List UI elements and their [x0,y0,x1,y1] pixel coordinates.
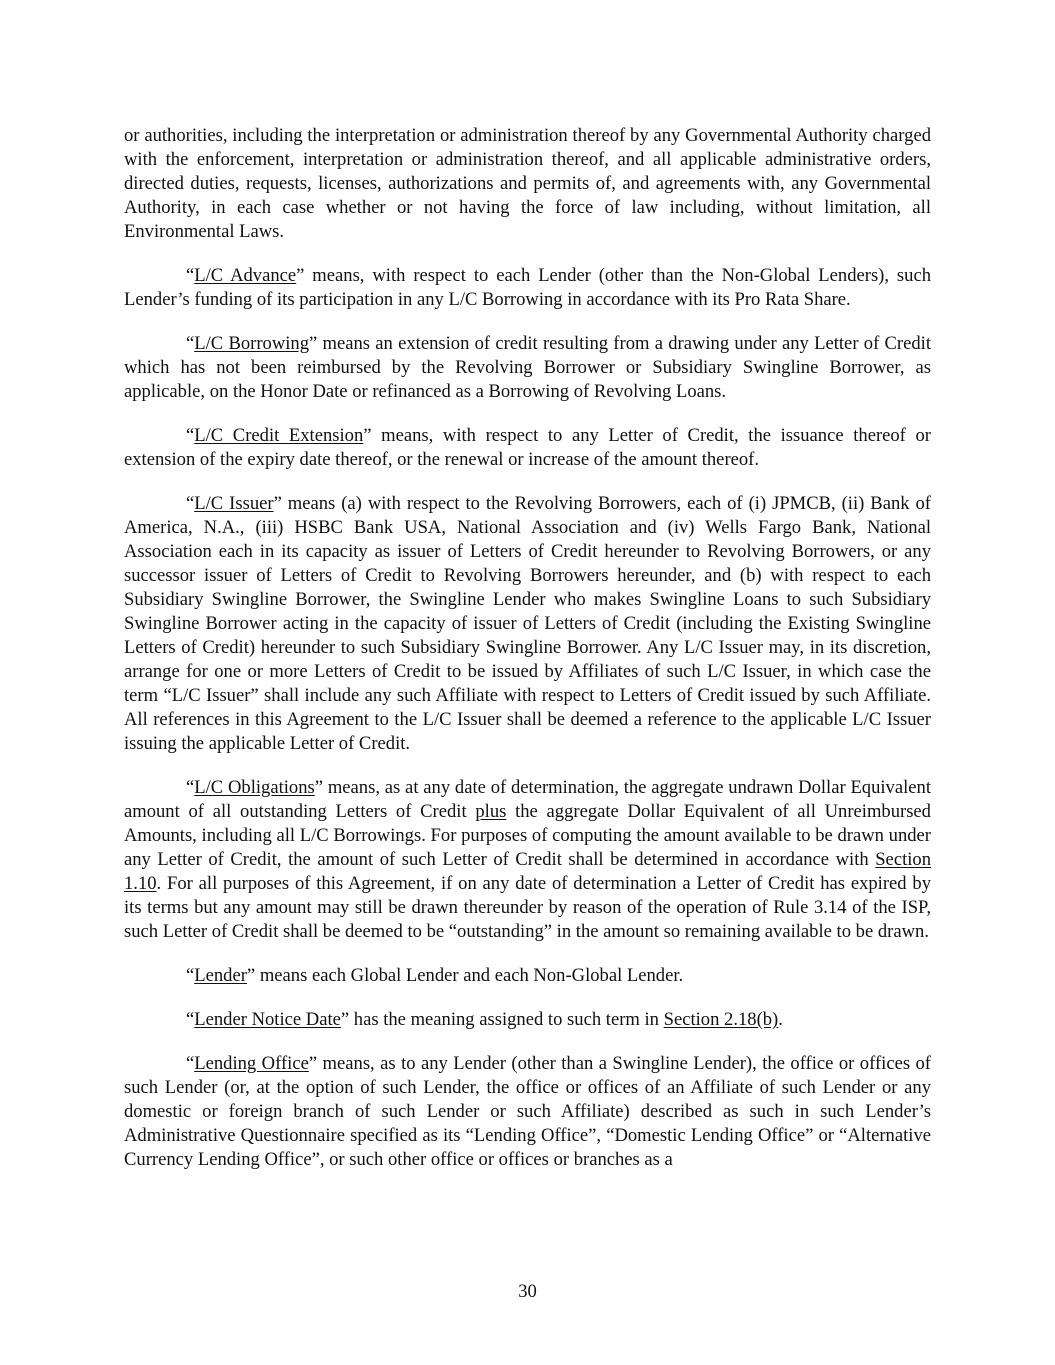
paragraph-lending-office [124,1052,931,1172]
underlined-term: Lending Office [194,1053,309,1074]
paragraph-text: “ [186,425,195,446]
paragraph-text: or authorities, including the interpretation or administration thereof by any Governmental Authority charged with the enforcement, interpretation or administration thereof, and all applicable administrative orders, directed duties, requests, licenses, authorizations and permits of, and agreements with, any Governmental Authority, in each case whether or not having the force of law including, without limitation, all Environmental Laws. [124,125,931,242]
paragraph-text: “ [186,493,195,514]
paragraph-lc-advance [124,264,931,312]
paragraph-text: ” means, as at any date of determination, the aggregate undrawn Dollar Equivalent amount of all outstanding Letters of Credit [124,777,931,822]
paragraph-lc-obligations [124,776,931,944]
paragraph-text: “ [186,333,195,354]
underlined-term: Lender Notice Date [194,1009,341,1030]
underlined-term: L/C Issuer [194,493,274,514]
paragraph-text: “ [186,965,195,986]
paragraph-text: ” means, with respect to each Lender (other than the Non-Global Lenders), such Lender’s funding of its participation in any L/C Borrowing in accordance with its Pro Rata Share. [124,265,932,310]
paragraph-text: the aggregate Dollar Equivalent of all Unreimbursed Amounts, including all L/C Borrowings. For purposes of computing the amount available to be drawn under any Letter of Credit, the amount of such Letter of Credit shall be determined in accordance with [124,801,931,870]
page-number: 30 [518,1281,537,1302]
underlined-term: L/C Advance [194,265,297,286]
paragraph-text: ” means an extension of credit resulting from a drawing under any Letter of Credit which has not been reimbursed by the Revolving Borrower or Subsidiary Swingline Borrower, as applicable, on the Honor Date or refinanced as a Borrowing of Revolving Loans. [124,333,931,402]
paragraph-text: . For all purposes of this Agreement, if on any date of determination a Letter of Credit has expired by its terms but any amount may still be drawn thereunder by reason of the operation of Rule 3.14 of the ISP, such Letter of Credit shall be deemed to be “outstanding” in the amount so remaining available to be drawn. [124,873,931,942]
underlined-term: L/C Borrowing [194,333,310,354]
paragraph-text: ” has the meaning assigned to such term in [340,1009,664,1030]
underlined-term: Lender [194,965,247,986]
paragraph-text: “ [186,1053,195,1074]
underlined-term: L/C Credit Extension [194,425,364,446]
paragraph-text: ” means each Global Lender and each Non-Global Lender. [246,965,684,986]
paragraph-laws-continuation [124,124,931,244]
underlined-term: L/C Obligations [194,777,315,798]
paragraph-text: “ [186,777,195,798]
paragraph-text: “ [186,1009,195,1030]
document-body [124,124,931,1172]
underlined-term: Section 2.18(b) [663,1009,779,1030]
paragraph-lender-notice-date [124,1008,931,1032]
paragraph-lender [124,964,931,988]
paragraph-lc-borrowing [124,332,931,404]
underlined-term: plus [475,801,507,822]
paragraph-text: ” means (a) with respect to the Revolving Borrowers, each of (i) JPMCB, (ii) Bank of America, N.A., (iii) HSBC Bank USA, National Association and (iv) Wells Fargo Bank, National Association each in its capacity as issuer of Letters of Credit hereunder to Revolving Borrowers, or any successor issuer of Letters of Credit to Revolving Borrowers hereunder, and (b) with respect to each Subsidiary Swingline Borrower, the Swingline Lender who makes Swingline Loans to such Subsidiary Swingline Borrower acting in the capacity of issuer of Letters of Credit (including the Existing Swingline Letters of Credit) hereunder to such Subsidiary Swingline Borrower. Any L/C Issuer may, in its discretion, arrange for one or more Letters of Credit to be issued by Affiliates of such L/C Issuer, in which case the term “L/C Issuer” shall include any such Affiliate with respect to Letters of Credit issued by such Affiliate. All references in this Agreement to the L/C Issuer shall be deemed a reference to the applicable L/C Issuer issuing the applicable Letter of Credit. [124,493,931,754]
underlined-term: Section 1.10 [124,849,931,894]
paragraph-lc-credit-extension [124,424,931,472]
paragraph-text: . [778,1009,783,1030]
paragraph-text: “ [186,265,195,286]
document-page [124,124,931,1192]
paragraph-text: ” means, with respect to any Letter of Credit, the issuance thereof or extension of the expiry date thereof, or the renewal or increase of the amount thereof. [124,425,931,470]
paragraph-lc-issuer [124,492,931,756]
paragraph-text: ” means, as to any Lender (other than a Swingline Lender), the office or offices of such Lender (or, at the option of such Lender, the office or offices of an Affiliate of such Lender or any domestic or foreign branch of such Lender or such Affiliate) described as such in such Lender’s Administrative Questionnaire specified as its “Lending Office”, “Domestic Lending Office” or “Alternative Currency Lending Office”, or such other office or offices or branches as a [124,1053,931,1170]
